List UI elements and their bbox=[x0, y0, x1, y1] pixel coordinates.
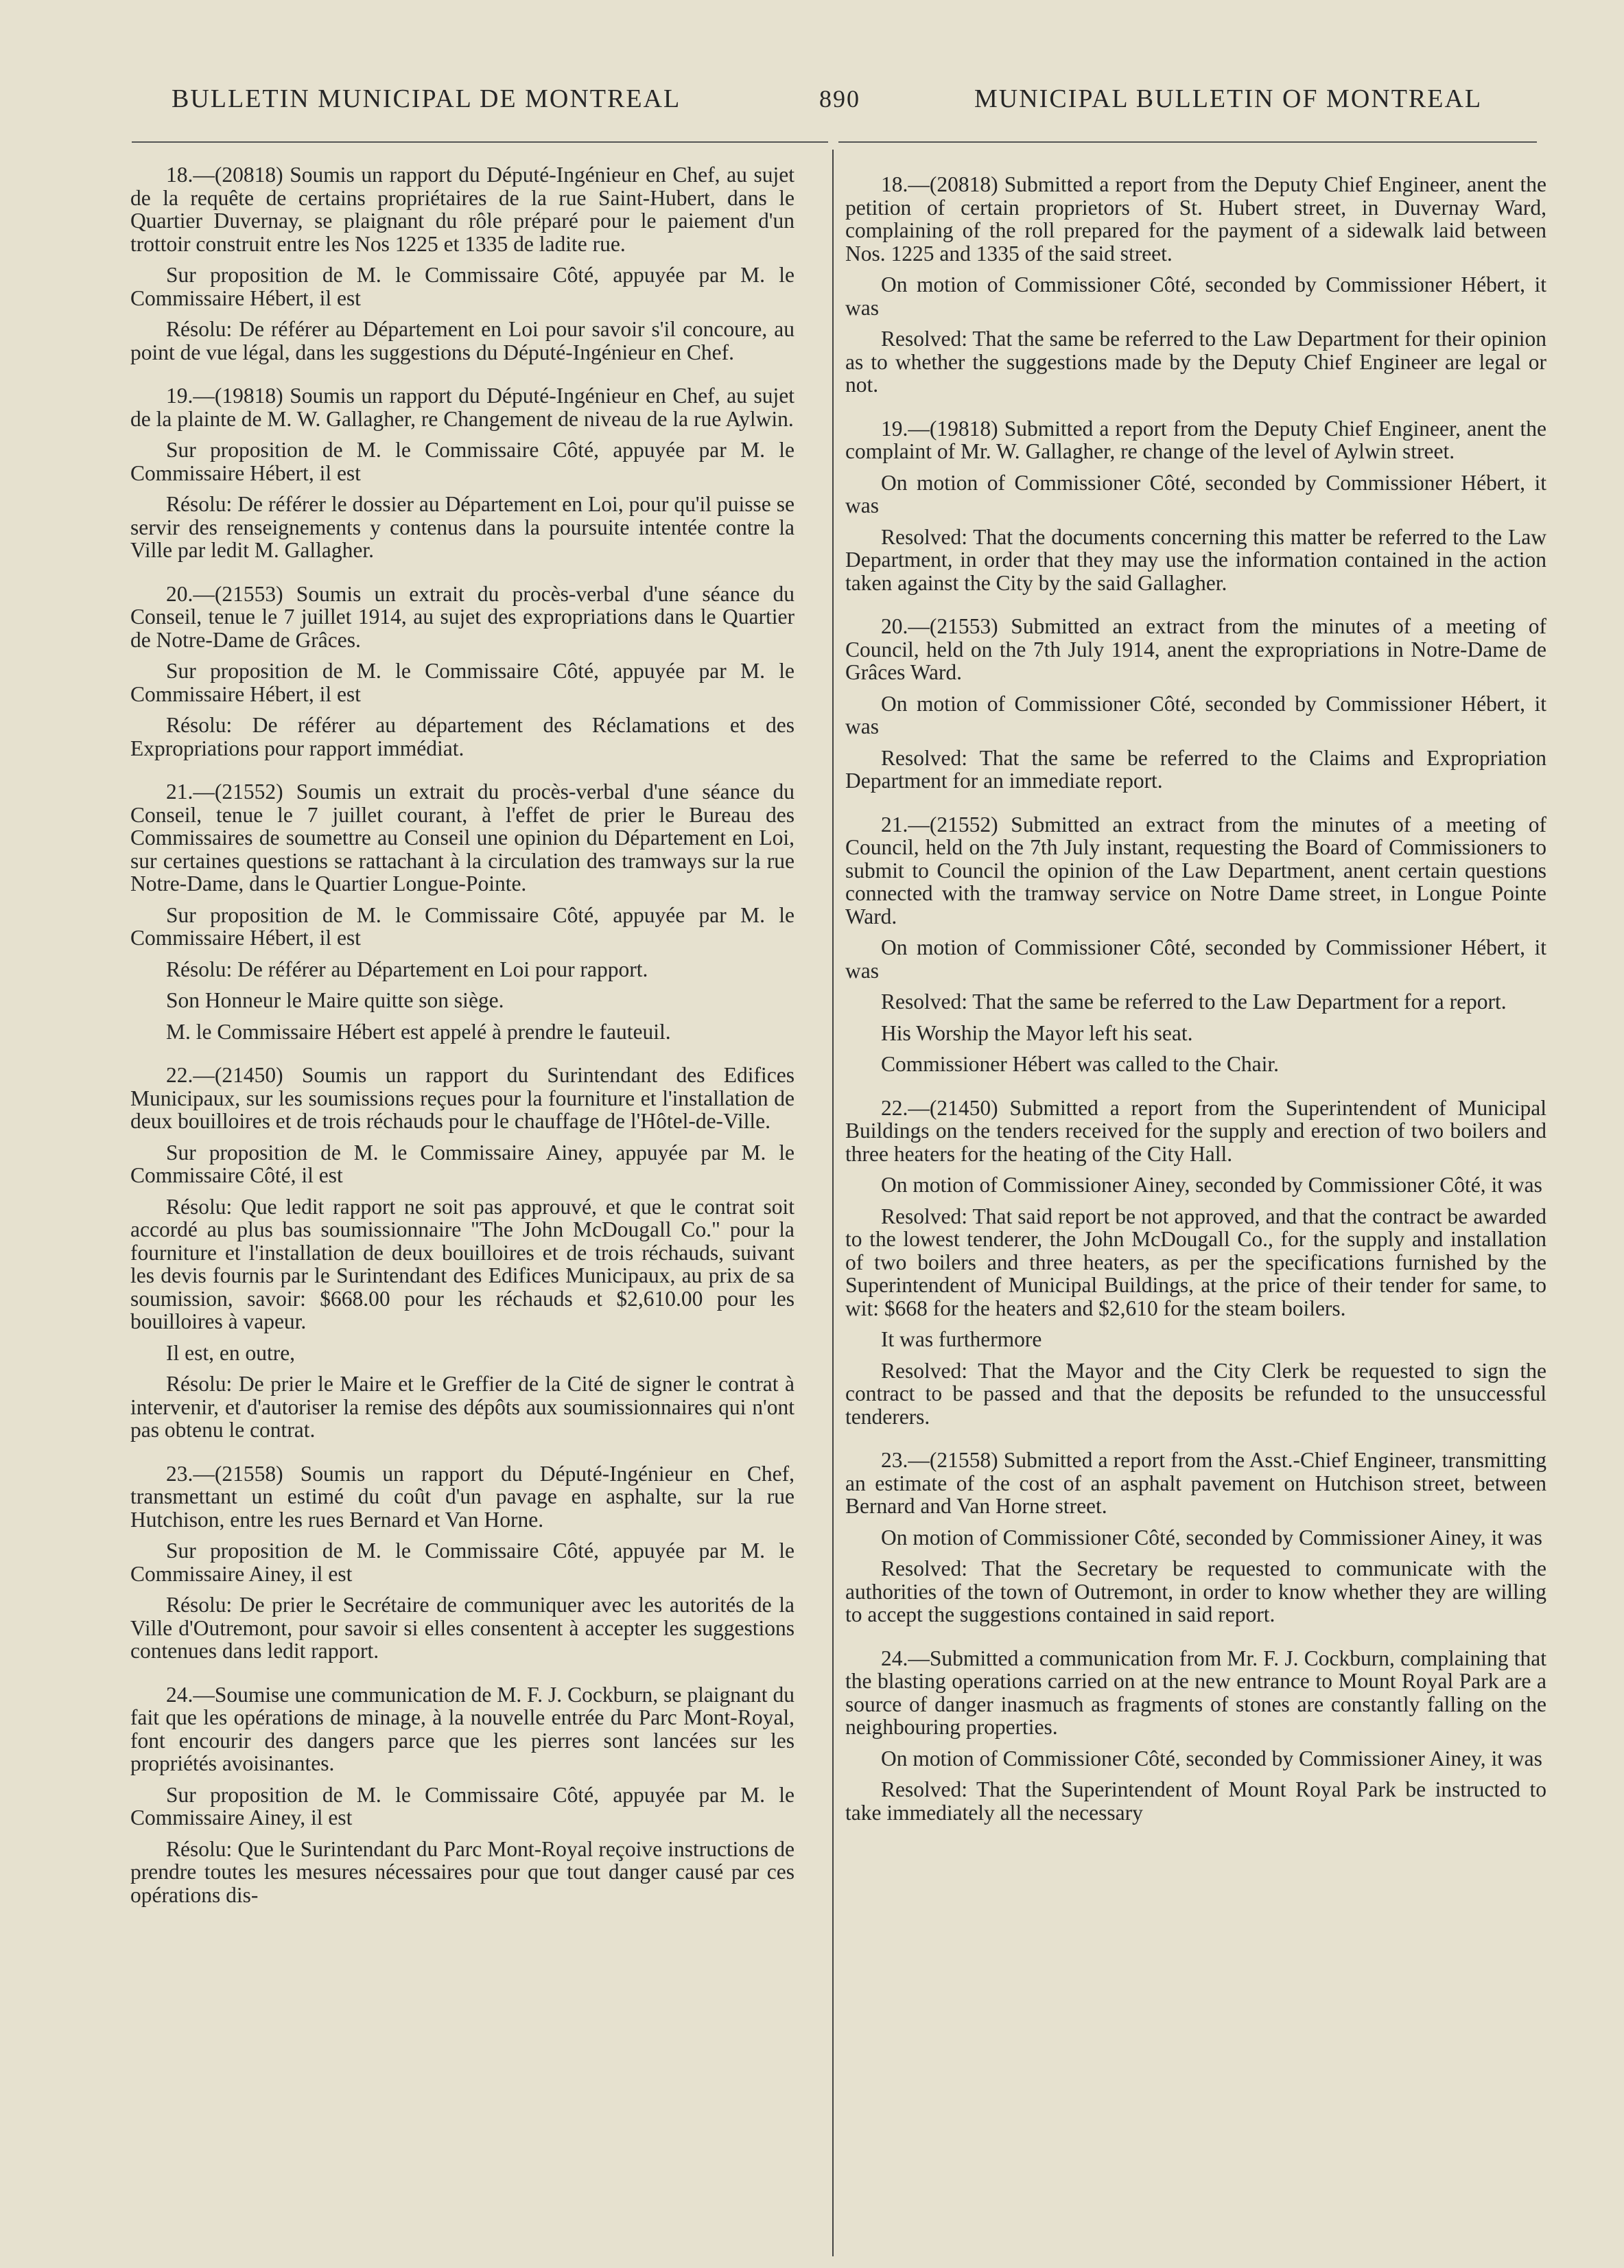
paragraph: Sur proposition de M. le Commissaire Côté, appuyée par M. le Commissaire Ainey, il est bbox=[130, 1782, 795, 1829]
paragraph: On motion of Commissioner Côté, seconded by Commissioner Hébert, it was bbox=[845, 272, 1546, 320]
paragraph: On motion of Commissioner Côté, seconded by Commissioner Ainey, it was bbox=[881, 1525, 1542, 1550]
paragraph: Resolved: That said report be not approved, and that the contract be awarded to the lowest tenderer, the John McDougall Co., for the supply and installation of two boilers and three heaters, as per the specifications furnished by the Superintendent of Municipal Buildings, at the price of their tender for same, to wit: $668 for the heaters and $2,610 for the steam boilers. bbox=[845, 1204, 1546, 1320]
paragraph: 21.—(21552) Submitted an extract from the minutes of a meeting of Council, held on the 7th July instant, requesting the Board of Commissioners to submit to Council the opinion of the Law Department, anent certain questions connected with the tramway service on Notre Dame street, in Longue Pointe Ward. bbox=[845, 812, 1546, 928]
paragraph: His Worship the Mayor left his seat. bbox=[881, 1020, 1193, 1045]
paragraph: 19.—(19818) Soumis un rapport du Député-Ingénieur en Chef, au sujet de la plainte de M. W. Gallagher, re Changement de niveau de la rue Aylwin. bbox=[130, 384, 795, 431]
paragraph: Résolu: De prier le Secrétaire de communiquer avec les autorités de la Ville d'Outremont, pour savoir si elles consentent à accepter les suggestions contenues dans ledit rapport. bbox=[130, 1593, 795, 1663]
page-number: 890 bbox=[819, 85, 860, 113]
paragraph: M. le Commissaire Hébert est appelé à prendre le fauteuil. bbox=[166, 1019, 671, 1044]
paragraph: Résolu: Que le Surintendant du Parc Mont-Royal reçoive instructions de prendre toutes les mesures nécessaires pour que tout danger causé par ces opérations dis- bbox=[130, 1836, 795, 1907]
paragraph: Résolu: De prier le Maire et le Greffier de la Cité de signer le contrat à intervenir, et d'autoriser la remise des dépôts aux soumissionnaires qui n'ont pas obtenu le contrat. bbox=[130, 1372, 795, 1442]
paragraph: It was furthermore bbox=[881, 1327, 1042, 1351]
header-rule-right bbox=[838, 141, 1537, 143]
paragraph: 22.—(21450) Soumis un rapport du Surintendant des Edifices Municipaux, sur les soumissions reçues pour la fourniture et l'installation de deux bouilloires et de trois réchauds pour le chauffage de l'Hôtel-de-Ville. bbox=[130, 1063, 795, 1133]
paragraph: 21.—(21552) Soumis un extrait du procès-verbal d'une séance du Conseil, tenue le 7 juillet courant, à l'effet de prier le Bureau des Commissaires de soumettre au Conseil une opinion du Département en Loi, sur certaines questions se rattachant à la circulation des tramways sur la rue Notre-Dame, dans le Quartier Longue-Pointe. bbox=[130, 780, 795, 896]
header-english-title: MUNICIPAL BULLETIN OF MONTREAL bbox=[974, 84, 1483, 113]
paragraph: Sur proposition de M. le Commissaire Ainey, appuyée par M. le Commissaire Côté, il est bbox=[130, 1140, 795, 1187]
paragraph: Résolu: De référer au Département en Loi pour rapport. bbox=[166, 957, 648, 981]
paragraph: 23.—(21558) Submitted a report from the Asst.-Chief Engineer, transmitting an estimate of the cost of an asphalt pavement on Hutchison street, between Bernard and Van Horne street. bbox=[845, 1448, 1546, 1518]
paragraph: Resolved: That the Mayor and the City Clerk be requested to sign the contract to be passed and that the deposits be refunded to the unsuccessful tenderers. bbox=[845, 1358, 1546, 1429]
paragraph: 22.—(21450) Submitted a report from the Superintendent of Municipal Buildings on the tenders received for the supply and erection of two boilers and three heaters for the heating of the City Hall. bbox=[845, 1095, 1546, 1166]
paragraph: Resolved: That the Secretary be requested to communicate with the authorities of the town of Outremont, in order to know whether they are willing to accept the suggestions contained in said report. bbox=[845, 1556, 1546, 1626]
paragraph: Resolved: That the same be referred to the Claims and Expropriation Department for an immediate report. bbox=[845, 745, 1546, 793]
paragraph: 20.—(21553) Soumis un extrait du procès-verbal d'une séance du Conseil, tenue le 7 juillet 1914, au sujet des expropriations dans le Quartier de Notre-Dame de Grâces. bbox=[130, 581, 795, 652]
paragraph: Resolved: That the same be referred to the Law Department for a report. bbox=[881, 990, 1507, 1014]
paragraph: Resolved: That the same be referred to the Law Department for their opinion as to whether the suggestions made by the Deputy Chief Engineer are legal or not. bbox=[845, 327, 1546, 397]
paragraph: Resolved: That the Superintendent of Mount Royal Park be instructed to take immediately all the necessary bbox=[845, 1777, 1546, 1825]
paragraph: Résolu: De référer le dossier au Département en Loi, pour qu'il puisse se servir des renseignements y contenus dans la poursuite intentée contre la Ville par ledit M. Gallagher. bbox=[130, 492, 795, 562]
paragraph: Résolu: De référer au Département en Loi pour savoir s'il concoure, au point de vue légal, dans les suggestions du Député-Ingénieur en Chef. bbox=[130, 317, 795, 364]
header-french-title: BULLETIN MUNICIPAL DE MONTREAL bbox=[172, 84, 681, 113]
paragraph: Resolved: That the documents concerning this matter be referred to the Law Department, in order that they may use the information contained in the action taken against the City by the said Gallagher. bbox=[845, 524, 1546, 595]
paragraph: Sur proposition de M. le Commissaire Côté, appuyée par M. le Commissaire Hébert, il est bbox=[130, 659, 795, 706]
paragraph: 24.—Submitted a communication from Mr. F. J. Cockburn, complaining that the blasting operations carried on at the new entrance to Mount Royal Park are a source of danger inasmuch as fragments of stones are constantly falling on the neighbouring properties. bbox=[845, 1646, 1546, 1739]
french-column bbox=[130, 163, 795, 1915]
paragraph: Sur proposition de M. le Commissaire Côté, appuyée par M. le Commissaire Ainey, il est bbox=[130, 1539, 795, 1586]
paragraph: On motion of Commissioner Ainey, seconded by Commissioner Côté, it was bbox=[881, 1173, 1542, 1197]
paragraph: 18.—(20818) Soumis un rapport du Député-Ingénieur en Chef, au sujet de la requête de certains propriétaires de la rue Saint-Hubert, dans le Quartier Duvernay, se plaignant du rôle préparé pour le paiement d'un trottoir construit entre les Nos 1225 et 1335 de ladite rue. bbox=[130, 163, 795, 256]
paragraph: On motion of Commissioner Côté, seconded by Commissioner Ainey, it was bbox=[881, 1746, 1542, 1770]
paragraph: 20.—(21553) Submitted an extract from the minutes of a meeting of Council, held on the 7th July 1914, anent the expropriations in Notre-Dame de Grâces Ward. bbox=[845, 614, 1546, 684]
paragraph: On motion of Commissioner Côté, seconded by Commissioner Hébert, it was bbox=[845, 470, 1546, 517]
paragraph: Commissioner Hébert was called to the Chair. bbox=[881, 1052, 1279, 1076]
paragraph: 19.—(19818) Submitted a report from the Deputy Chief Engineer, anent the complaint of Mr. W. Gallagher, re change of the level of Aylwin street. bbox=[845, 416, 1546, 463]
paragraph: Résolu: De référer au département des Réclamations et des Expropriations pour rapport immédiat. bbox=[130, 713, 795, 760]
english-column bbox=[845, 173, 1546, 1832]
paragraph: 18.—(20818) Submitted a report from the Deputy Chief Engineer, anent the petition of certain proprietors of St. Hubert street, in Duvernay Ward, complaining of the roll prepared for the payment of a sidewalk laid between Nos. 1225 and 1335 of the said street. bbox=[845, 172, 1546, 266]
paragraph: 23.—(21558) Soumis un rapport du Député-Ingénieur en Chef, transmettant un estimé du coût d'un pavage en asphalte, sur la rue Hutchison, entre les rues Bernard et Van Horne. bbox=[130, 1461, 795, 1532]
paragraph: Sur proposition de M. le Commissaire Côté, appuyée par M. le Commissaire Hébert, il est bbox=[130, 438, 795, 485]
paragraph: Résolu: Que ledit rapport ne soit pas approuvé, et que le contrat soit accordé au plus bas soumissionnaire "The John McDougall Co." pour la fourniture et l'installation de deux bouilloires et de trois réchauds, suivant les devis fournis par le Surintendant des Edifices Municipaux, au prix de sa soumission, savoir: $668.00 pour les réchauds et $2,610.00 pour les bouilloires à vapeur. bbox=[130, 1194, 795, 1333]
paragraph: Sur proposition de M. le Commissaire Côté, appuyée par M. le Commissaire Hébert, il est bbox=[130, 902, 795, 950]
paragraph: Sur proposition de M. le Commissaire Côté, appuyée par M. le Commissaire Hébert, il est bbox=[130, 263, 795, 310]
paragraph: On motion of Commissioner Côté, seconded by Commissioner Hébert, it was bbox=[845, 935, 1546, 983]
paragraph: 24.—Soumise une communication de M. F. J. Cockburn, se plaignant du fait que les opérations de minage, à la nouvelle entrée du Parc Mont-Royal, font encourir des dangers parce que les pierres sont lancées sur les propriétés avoisinantes. bbox=[130, 1682, 795, 1775]
column-divider bbox=[832, 150, 834, 2256]
paragraph: Il est, en outre, bbox=[166, 1340, 296, 1365]
paragraph: Son Honneur le Maire quitte son siège. bbox=[166, 988, 504, 1012]
header-rule-left bbox=[132, 141, 828, 143]
paragraph: On motion of Commissioner Côté, seconded by Commissioner Hébert, it was bbox=[845, 691, 1546, 738]
